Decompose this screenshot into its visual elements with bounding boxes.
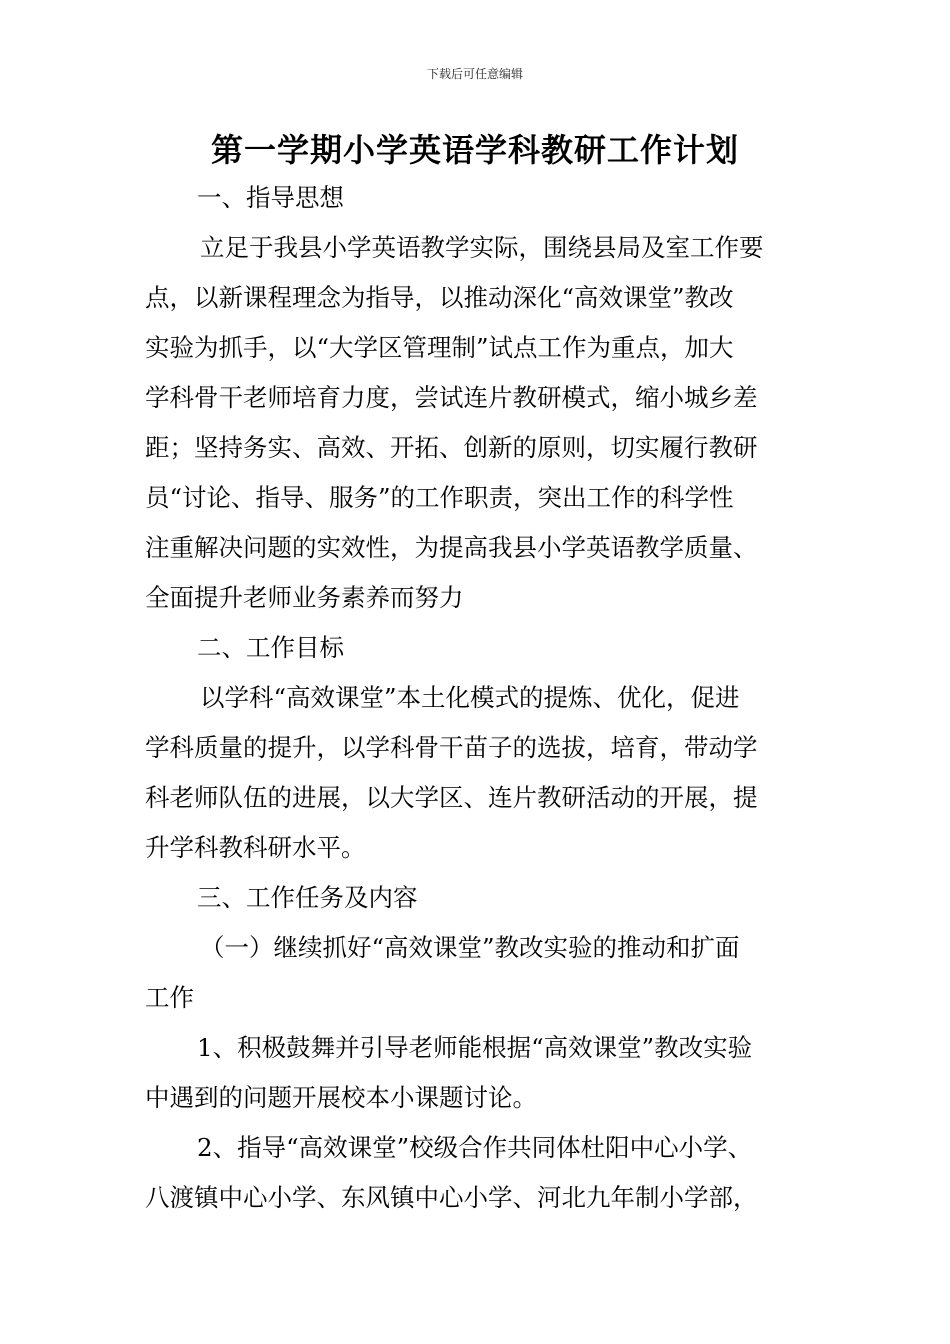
section-heading-tasks-and-content: 三、工作任务及内容 [197,883,418,912]
paragraph-line: 科老师队伍的进展，以大学区、连片教研活动的开展，提 [145,783,758,812]
paragraph-work-goals [145,673,810,873]
paragraph-line: 立足于我县小学英语教学实际，围绕县局及室工作要 [200,233,764,262]
paragraph-line: 全面提升老师业务素养而努力 [145,583,464,612]
paragraph-line: 注重解决问题的实效性，为提高我县小学英语教学质量、 [145,533,758,562]
paragraph-line: 工作 [145,983,194,1012]
paragraph-guiding-ideology [145,223,810,623]
paragraph-line: 学科质量的提升，以学科骨干苗子的选拔，培育，带动学 [145,733,758,762]
paragraph-line: 中遇到的问题开展校本小课题讨论。 [145,1083,537,1112]
paragraph-line: 学科骨干老师培育力度，尝试连片教研模式，缩小城乡差 [145,383,758,412]
paragraph-line: 实验为抓手，以“大学区管理制”试点工作为重点，加大 [145,333,734,362]
paragraph-line: 升学科教科研水平。 [145,833,366,862]
paragraph-line: 2、指导“高效课堂”校级合作共同体杜阳中心小学、 [197,1133,753,1162]
paragraph-line: 以学科“高效课堂”本土化模式的提炼、优化，促进 [200,683,740,712]
paragraph-line: 距；坚持务实、高效、开拓、创新的原则，切实履行教研 [145,433,758,462]
paragraph-line: 1、积极鼓舞并引导老师能根据“高效课堂”教改实验 [197,1033,753,1062]
section-heading-guiding-ideology: 一、指导思想 [197,183,344,212]
subsection-high-efficiency-classroom [145,923,810,1023]
document-title: 第一学期小学英语学科教研工作计划 [210,131,739,169]
paragraph-line: （一）继续抓好“高效课堂”教改实验的推动和扩面 [200,933,740,962]
paragraph-line: 点，以新课程理念为指导，以推动深化“高效课堂”教改 [145,283,734,312]
page-header-note: 下载后可任意编辑 [426,67,523,81]
list-item-2 [145,1123,810,1223]
document-body [145,173,810,1223]
paragraph-line: 员“讨论、指导、服务”的工作职责，突出工作的科学性 [145,483,734,512]
paragraph-line: 八渡镇中心小学、东风镇中心小学、河北九年制小学部， [145,1183,758,1212]
list-item-1 [145,1023,810,1123]
section-heading-work-goals: 二、工作目标 [197,633,344,662]
